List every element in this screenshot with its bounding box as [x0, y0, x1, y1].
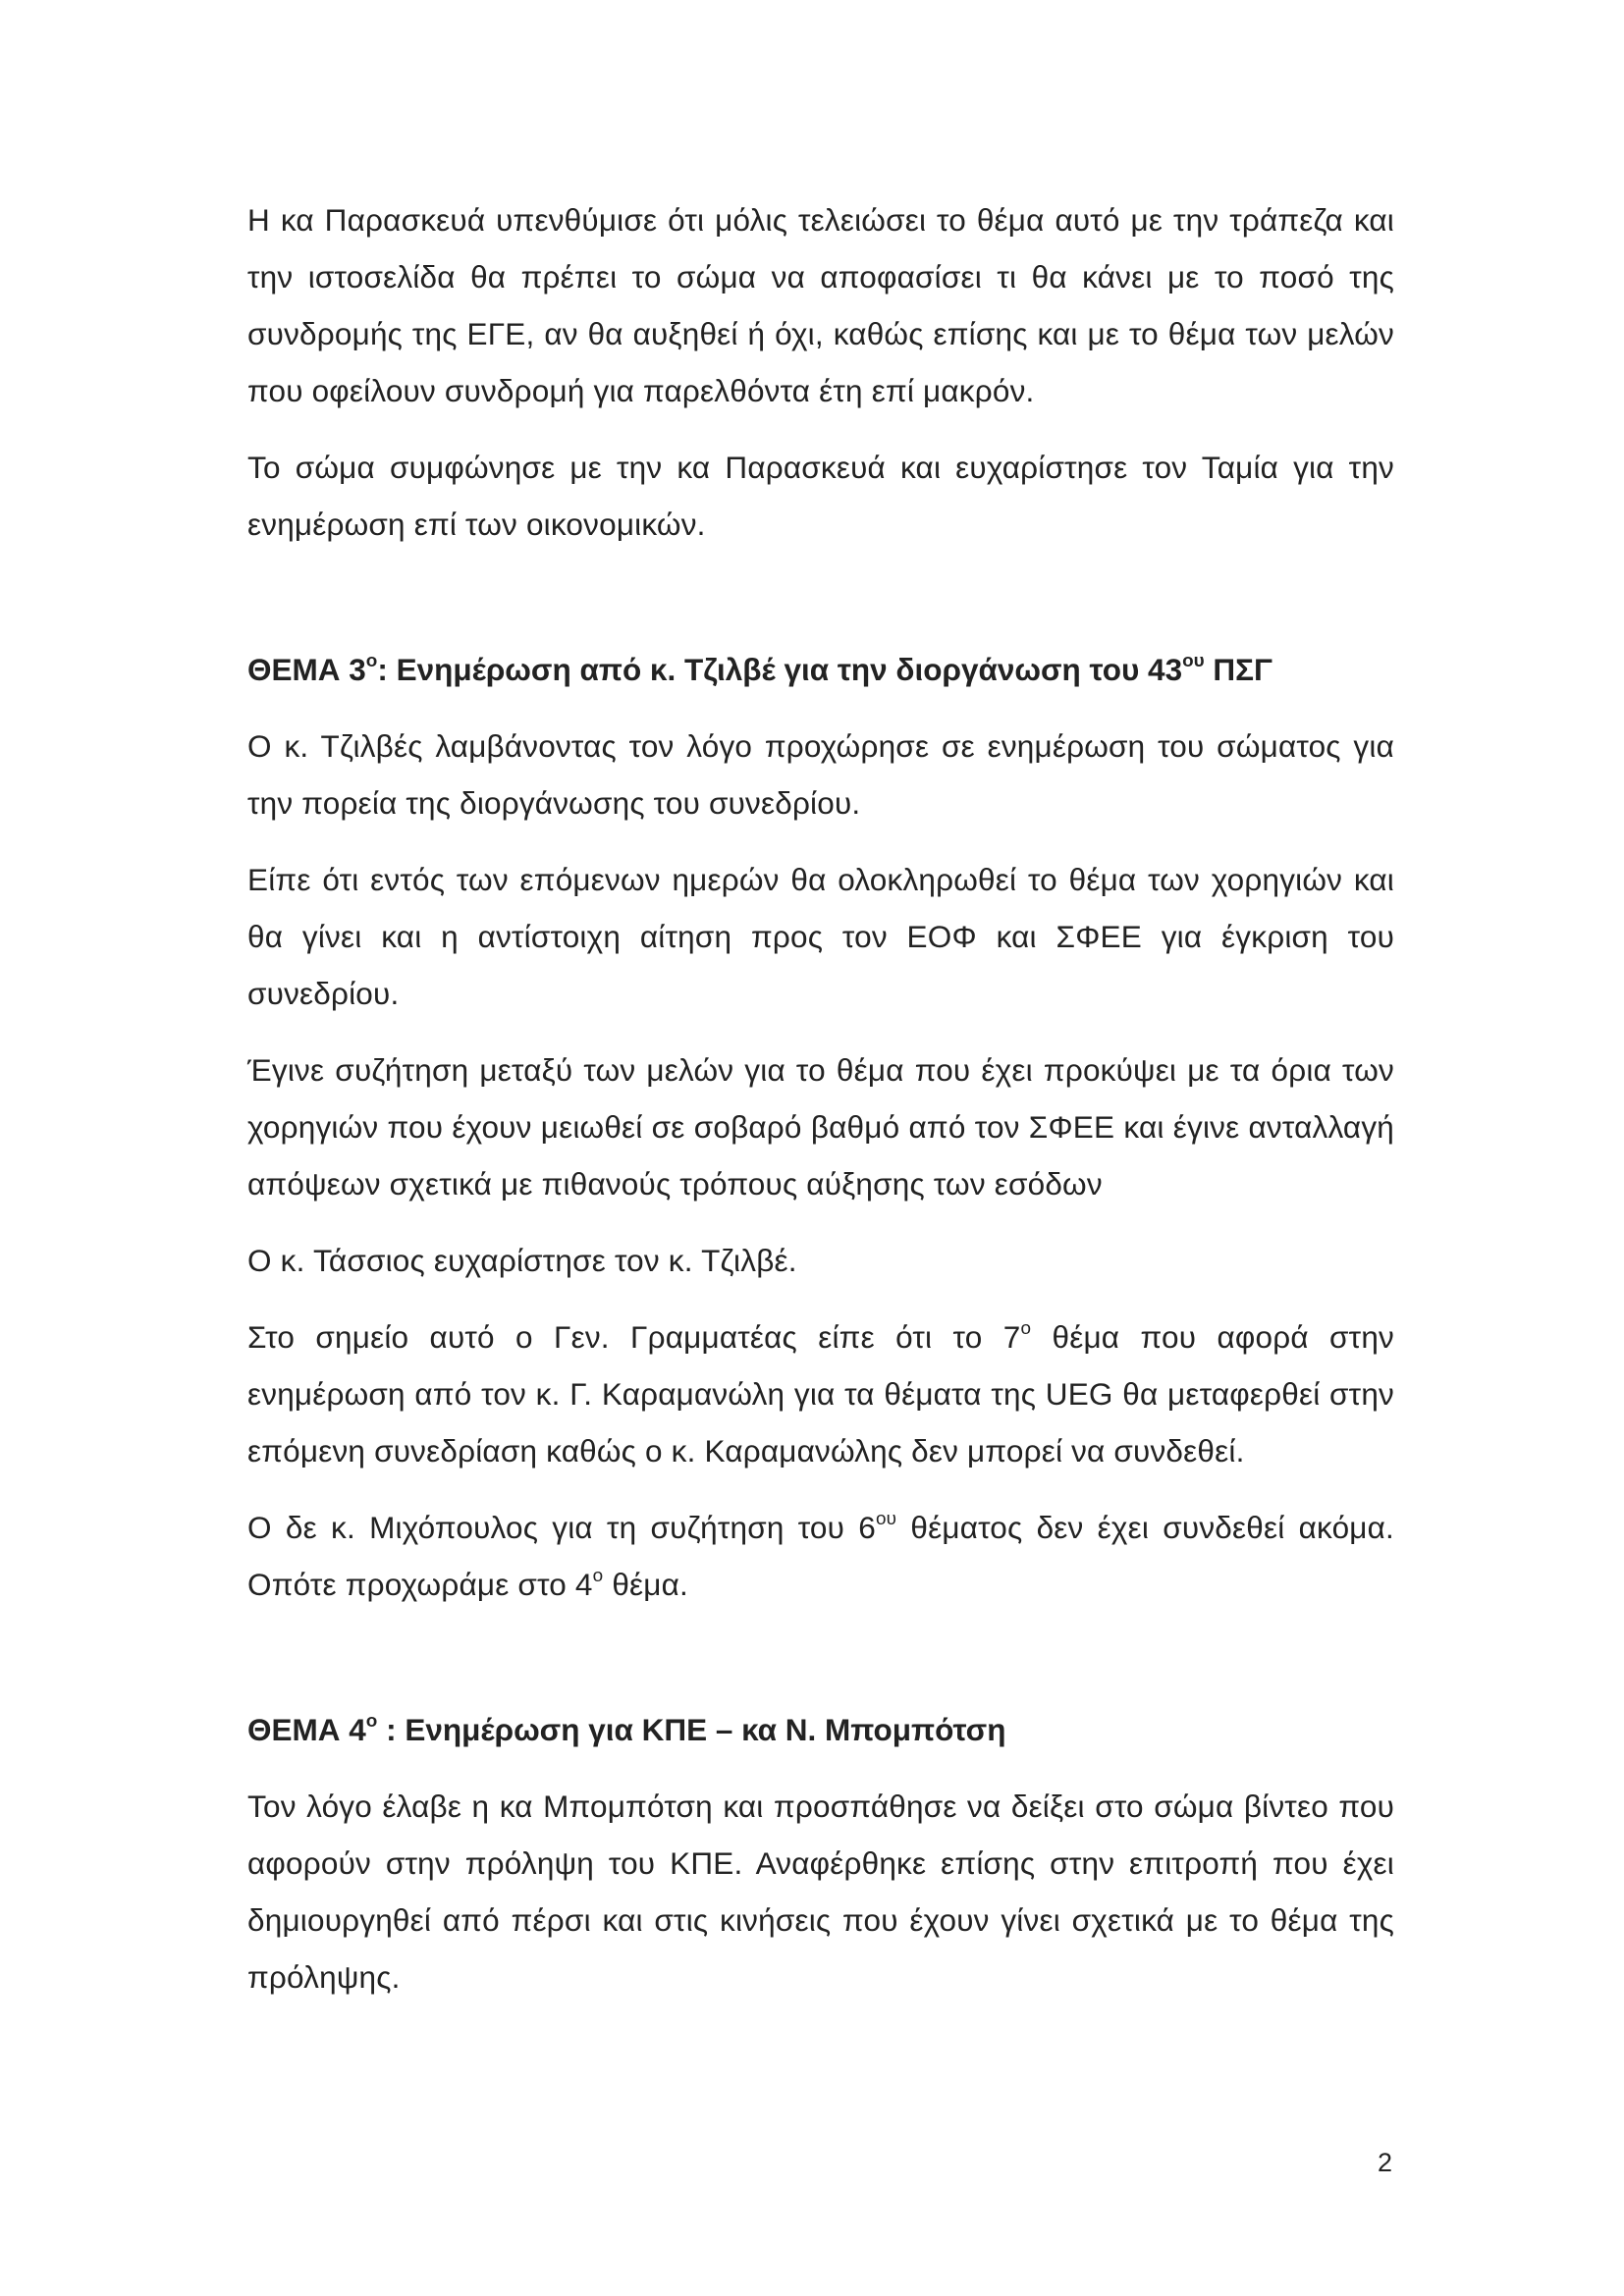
section-spacer — [247, 572, 1394, 641]
topic-3-paragraph-1: Ο κ. Τζιλβές λαμβάνοντας τον λόγο προχώρησε σε ενημέρωση του σώματος για την πορεία της διοργάνωσης του συνεδρίου. — [247, 728, 1394, 821]
section-spacer — [247, 1632, 1394, 1701]
intro-paragraph-1: Η κα Παρασκευά υπενθύμισε ότι μόλις τελειώσει το θέμα αυτό με την τράπεζα και την ιστοσελίδα θα πρέπει το σώμα να αποφασίσει τι θα κάνει με το ποσό της συνδρομής της ΕΓΕ, αν θα αυξηθεί ή όχι, καθώς επίσης και με το θέμα των μελών που οφείλουν συνδρομή για παρελθόντα έτη επί μακρόν. — [247, 202, 1394, 408]
topic-3-paragraph-2: Είπε ότι εντός των επόμενων ημερών θα ολοκληρωθεί το θέμα των χορηγιών και θα γίνει και η αντίστοιχη αίτηση προς τον ΕΟΦ και ΣΦΕΕ για έγκριση του συνεδρίου. — [247, 862, 1394, 1011]
topic-3-paragraph-3: Έγινε συζήτηση μεταξύ των μελών για το θέμα που έχει προκύψει με τα όρια των χορηγιών που έχουν μειωθεί σε σοβαρό βαθμό από τον ΣΦΕΕ και έγινε ανταλλαγή απόψεων σχετικά με πιθανούς τρόπους αύξησης των εσόδων — [247, 1052, 1394, 1201]
intro-paragraph-2: Το σώμα συμφώνησε με την κα Παρασκευά και ευχαρίστησε τον Ταμία για την ενημέρωση επί των οικονομικών. — [247, 450, 1394, 542]
topic-3-closing: Ο δε κ. Μιχόπουλος για τη συζήτηση του $6^{o\upsilon}$ θέματος δεν έχει συνδεθεί ακόμα. Οπότε προχωράμε στο $4^o$ θέμα. — [247, 1508, 1394, 1602]
topic-3-secretary-note: Στο σημείο αυτό ο Γεν. Γραμματέας είπε ότι το $7^o$ θέμα που αφορά στην ενημέρωση από τον κ. Γ. Καραμανώλη για τα θέματα της UEG θα μεταφερθεί στην επόμενη συνεδρίαση καθώς ο κ. Καραμανώλης δεν μπορεί να συνδεθεί. — [247, 1317, 1394, 1468]
topic-3-paragraph-4: Ο κ. Τάσσιος ευχαρίστησε τον κ. Τζιλβέ. — [247, 1243, 797, 1278]
topic-4-heading: ΘΕΜΑ $4^o$ : Ενημέρωση για ΚΠΕ – κα Ν. Μπομπότση — [247, 1710, 1006, 1747]
topic-4-paragraph-1: Τον λόγο έλαβε η κα Μπομπότση και προσπάθησε να δείξει στο σώμα βίντεο που αφορούν στην πρόληψη του ΚΠΕ. Αναφέρθηκε επίσης στην επιτροπή που έχει δημιουργηθεί από πέρσι και στις κινήσεις που έχουν γίνει σχετικά με το θέμα της πρόληψης. — [247, 1789, 1394, 1995]
topic-3-heading: ΘΕΜΑ $3^o$: Ενημέρωση από κ. Τζιλβέ για την διοργάνωση του $43^{o\upsilon}$ ΠΣΓ — [247, 650, 1272, 687]
document-page — [247, 191, 1394, 2025]
page-number: 2 — [1377, 2148, 1392, 2177]
